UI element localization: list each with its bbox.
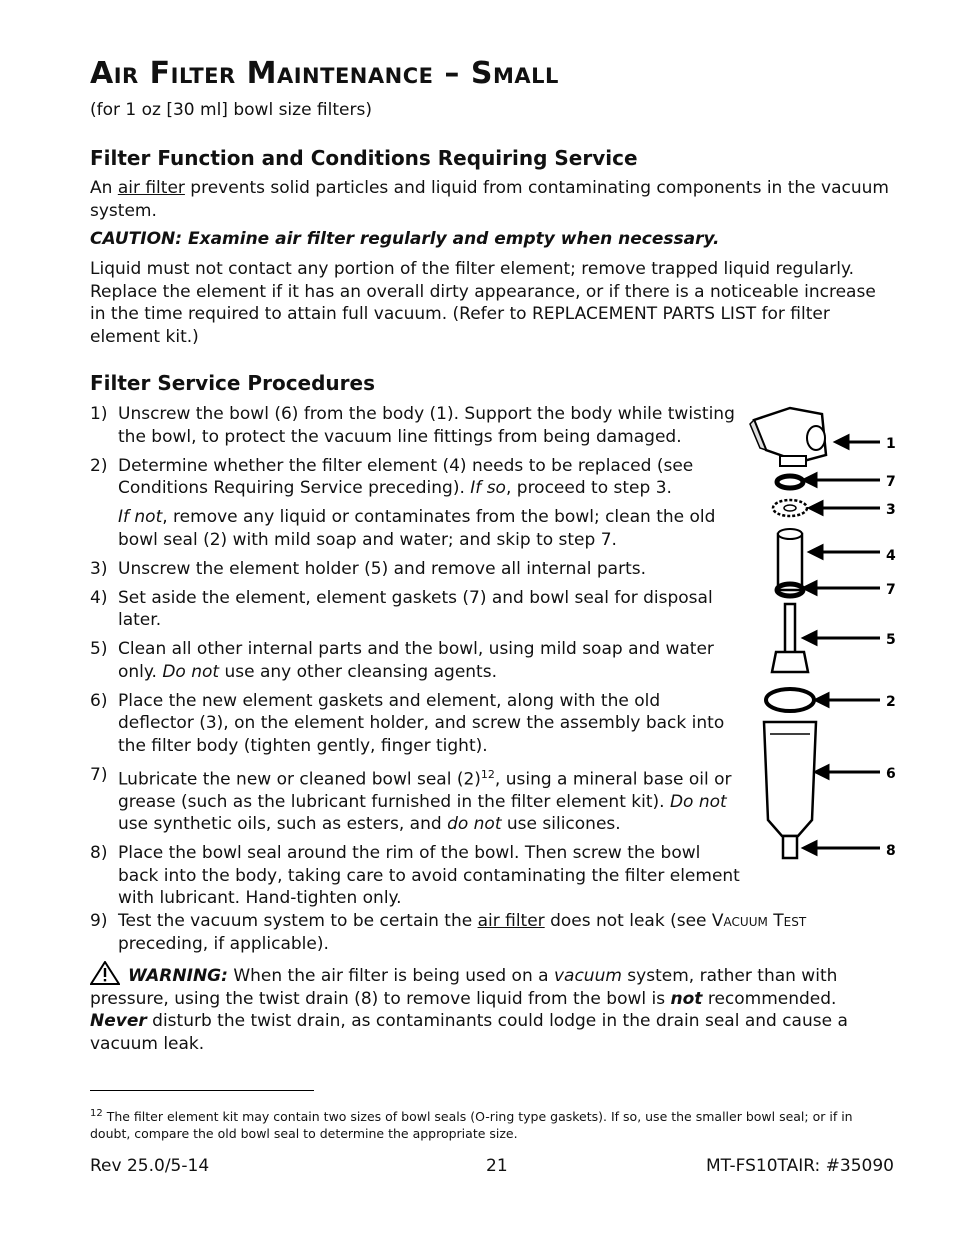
step-9: 9) Test the vacuum system to be certain the air filter does not leak (see Vacuum Test preceding, if applicable).: [90, 911, 807, 954]
page-title: Air Filter Maintenance – Small: [90, 56, 559, 91]
bowl-seal-part: [766, 689, 814, 711]
step-8: 8) Place the bowl seal around the rim of the bowl. Then screw the bowl back into the body, taking care to avoid contaminating the filter element with lubricant. Hand-tighten only.: [90, 843, 740, 909]
step-6: 6) Place the new element gaskets and element, along with the old deflector (3), on the element holder, and screw the assembly back into the filter body (tighten gently, finger tight).: [90, 690, 725, 756]
footer-document-id: MT-FS10TAIR: #35090: [706, 1156, 894, 1176]
bowl-part: [764, 722, 816, 836]
label-gasket-bottom: 7: [886, 582, 896, 598]
label-body: 1: [886, 436, 896, 452]
footer-revision: Rev 25.0/5-14: [90, 1156, 210, 1176]
label-bowl-seal: 2: [886, 694, 896, 710]
footer-page-number: 21: [486, 1156, 508, 1176]
section-heading-procedures: Filter Service Procedures: [90, 371, 375, 395]
step-2: 2) Determine whether the filter element (4) needs to be replaced (see Conditions Requiring Service preceding). If so, proceed to step 3. If not, remove any liquid or contaminates from the bowl; clean the old bowl seal (2) with mild soap and water; and skip to step 7.: [90, 455, 716, 550]
label-bowl: 6: [886, 766, 896, 782]
section-heading-function: Filter Function and Conditions Requiring Service: [90, 146, 638, 170]
label-deflector: 3: [886, 502, 896, 518]
step-4: 4) Set aside the element, element gaskets (7) and bowl seal for disposal later.: [90, 587, 713, 630]
filter-body-part: [750, 408, 826, 466]
step-3: 3) Unscrew the element holder (5) and remove all internal parts.: [90, 558, 647, 579]
warning-block: WARNING: When the air filter is being used on a vacuum system, rather than with pressure, using the twist drain (8) to remove liquid from the bowl is not recommended. Never disturb the twist drain, as contaminants could lodge in the drain seal and cause a vacuum leak.: [90, 961, 890, 1055]
step-1: 1) Unscrew the bowl (6) from the body (1). Support the body while twisting the bowl, to protect the vacuum line fittings from being damaged.: [90, 404, 735, 447]
footnote: $^{12}$ The filter element kit may contain two sizes of bowl seals (O-ring type gaskets). If so, use the smaller bowl seal; or if in doubt, compare the old bowl seal to determine the appropriate size.: [90, 1108, 853, 1142]
diagram-arrows: [804, 436, 880, 854]
page-subtitle: (for 1 oz [30 ml] bowl size filters): [90, 100, 372, 120]
label-drain: 8: [886, 843, 896, 859]
procedure-steps: [90, 403, 740, 916]
footnote-ref[interactable]: 12: [480, 767, 495, 781]
label-holder: 5: [886, 632, 896, 648]
step-5: 5) Clean all other internal parts and the bowl, using mild soap and water only. Do not use any other cleansing agents.: [90, 639, 714, 682]
footnote-divider: [90, 1090, 314, 1091]
warning-icon: [90, 961, 120, 985]
label-gasket-top: 7: [886, 474, 896, 490]
air-filter-link[interactable]: air filter: [117, 178, 185, 198]
paragraph-intro: An air filter prevents solid particles and liquid from contaminating components in the vacuum system.: [90, 178, 889, 221]
air-filter-link-2[interactable]: air filter: [477, 911, 545, 931]
filter-exploded-diagram: [740, 400, 910, 880]
label-element: 4: [886, 548, 896, 564]
filter-element-part: [778, 529, 802, 590]
caution-text: CAUTION: Examine air filter regularly and empty when necessary.: [90, 229, 720, 249]
paragraph-service-conditions: Liquid must not contact any portion of the filter element; remove trapped liquid regularly. Replace the element if it has an overall dirty appearance, or if there is a noticeable increase in the time required to attain full vacuum. (Refer to REPLACEMENT PARTS LIST for filter element kit.): [90, 259, 876, 347]
step-7: 7) Lubricate the new or cleaned bowl seal $(2)^{12}$, using a mineral base oil or grease (such as the lubricant furnished in the filter element kit). Do not use synthetic oils, such as esters, and do not use silicones.: [90, 764, 732, 835]
gasket-part-top: [777, 476, 803, 488]
deflector-part: [773, 500, 807, 516]
twist-drain-part: [783, 836, 797, 858]
